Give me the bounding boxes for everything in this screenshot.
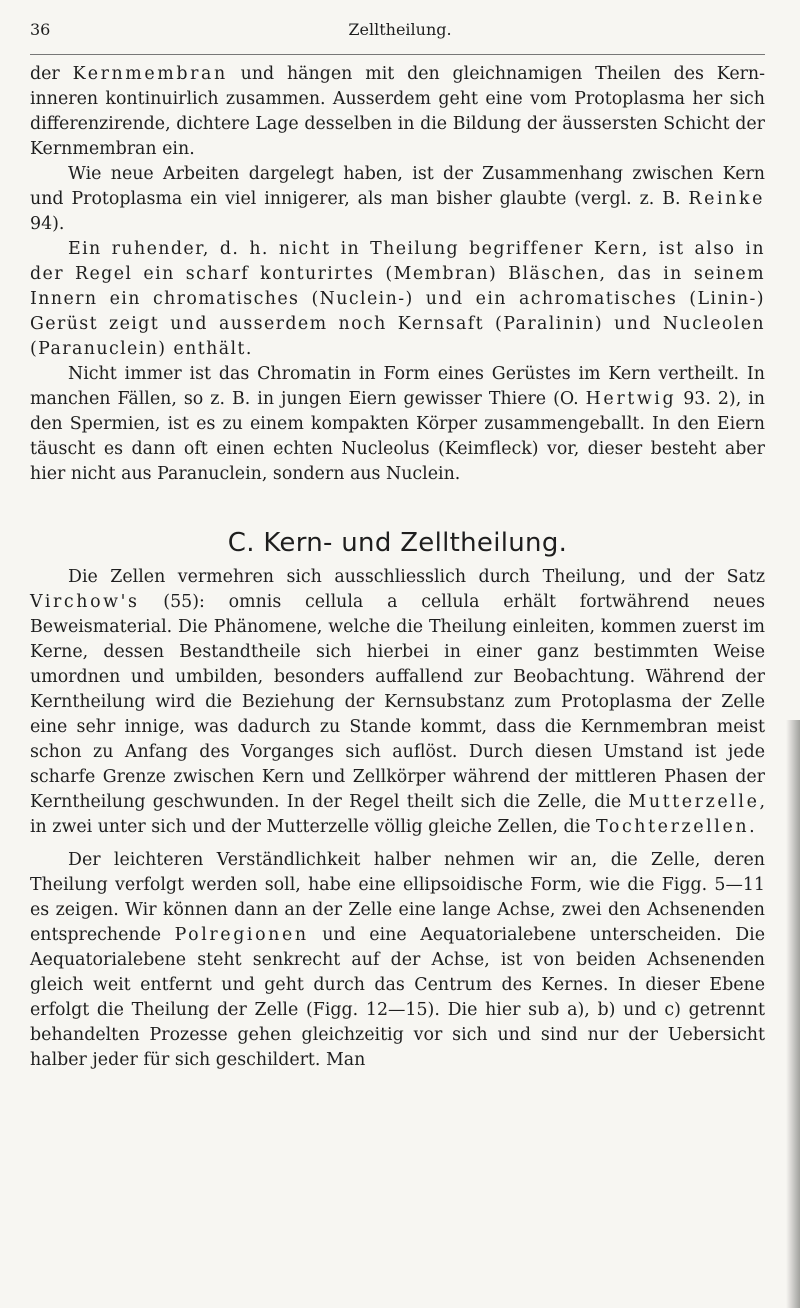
page-number: 36 bbox=[30, 20, 51, 39]
paragraph-5 bbox=[30, 565, 765, 840]
text-run: Die Zellen vermehren sich ausschliesslich durch Theilung, und der Satz bbox=[68, 567, 765, 587]
paragraph-1 bbox=[30, 62, 765, 162]
text-run: . bbox=[749, 817, 755, 837]
text-run: 93. 2), in den Spermien, ist es zu einem kompakten Körper zusammengeballt. In den Eiern täuscht es dann oft einen echten Nucleolus (Keimfleck) vor, dieser besteht aber hier nicht aus Paranuclein, sondern aus Nuclein. bbox=[30, 389, 765, 484]
header-rule bbox=[30, 54, 765, 55]
text-run: und eine Aequatorialebene unterscheiden. Die Aequatorialebene steht senkrecht auf der Achse, ist von beiden Achsenenden gleich weit entfernt und geht durch das Centrum des Kernes. In dieser Ebene erfolgt die Theilung der Zelle (Figg. 12—15). Die hier sub a), b) und c) getrennt behandelten Prozesse gehen gleichzeitig vor sich und sind nur der Uebersicht halber jeder für sich geschildert. Man bbox=[30, 925, 765, 1070]
spaced-term: Polregionen bbox=[174, 925, 309, 945]
author-name: Reinke bbox=[688, 189, 765, 209]
author-name: Hertwig bbox=[585, 389, 677, 409]
author-name: Virchow's bbox=[30, 592, 140, 612]
spaced-term: Mutterzelle bbox=[628, 792, 760, 812]
text-run: , in zwei unter sich und der Mutterzelle völlig gleiche Zellen, die bbox=[30, 792, 765, 837]
text-run: und hängen mit den gleichnamigen Theilen des Kern-inneren kontinuirlich zusammen. Ausserdem geht eine vom Protoplasma her sich differenzirende, dichtere Lage desselben in die Bildung der äussersten Schicht der Kernmembran ein. bbox=[30, 64, 766, 159]
page-header bbox=[30, 14, 770, 44]
text-run: Der leichteren Verständlichkeit halber nehmen wir an, die Zelle, deren Theilung verfolgt werden soll, habe eine ellipsoidische Form, wie die Figg. 5—11 es zeigen. Wir können dann an der Zelle eine lange Achse, zwei den Achsenenden entsprechende bbox=[30, 850, 765, 945]
paragraph-6 bbox=[30, 848, 765, 1073]
paragraph-3-definition bbox=[30, 237, 765, 362]
page-edge-shadow bbox=[786, 720, 800, 1308]
paragraph-4 bbox=[30, 362, 765, 487]
section-heading: C. Kern- und Zelltheilung. bbox=[227, 528, 568, 558]
running-head: Zelltheilung. bbox=[348, 20, 452, 39]
text-run: Nicht immer ist das Chromatin in Form eines Gerüstes im Kern vertheilt. In manchen Fällen, so z. B. in jungen Eiern gewisser Thiere (O. bbox=[30, 364, 765, 409]
spaced-definition: Ein ruhender, d. h. nicht in Theilung begriffener Kern, ist also in der Regel ein scharf konturirtes (Membran) Bläschen, das in seinem Innern ein chromatisches (Nuclein-) und ein achromatisches (Linin-) Gerüst zeigt und ausserdem noch Kernsaft (Paralinin) und Nucleolen (Paranuclein) enthält. bbox=[30, 239, 765, 359]
text-run: Wie neue Arbeiten dargelegt haben, ist der Zusammenhang zwischen Kern und Protoplasma ein viel innigerer, als man bisher glaubte (vergl. z. B. bbox=[30, 164, 765, 209]
spaced-term: Kernmembran bbox=[72, 64, 228, 84]
spaced-term: Tochterzellen bbox=[596, 817, 750, 837]
paragraph-2 bbox=[30, 162, 765, 237]
text-run: 94). bbox=[30, 214, 65, 234]
body-text bbox=[30, 62, 765, 1073]
text-run: der bbox=[30, 64, 73, 84]
text-run: (55): omnis cellula a cellula erhält fortwährend neues Beweismaterial. Die Phänomene, welche die Theilung einleiten, kommen zuerst im Kerne, dessen Bestandtheile sich hierbei in einer ganz bestimmten Weise umordnen und umbilden, besonders auffallend zur Beobachtung. Während der Kerntheilung wird die Beziehung der Kernsubstanz zum Protoplasma der Zelle eine sehr innige, was dadurch zu Stande kommt, dass die Kernmembran meist schon zu Anfang des Vorganges sich auflöst. Durch diesen Umstand ist jede scharfe Grenze zwischen Kern und Zellkörper während der mittleren Phasen der Kerntheilung geschwunden. In der Regel theilt sich die Zelle, die bbox=[30, 592, 765, 812]
